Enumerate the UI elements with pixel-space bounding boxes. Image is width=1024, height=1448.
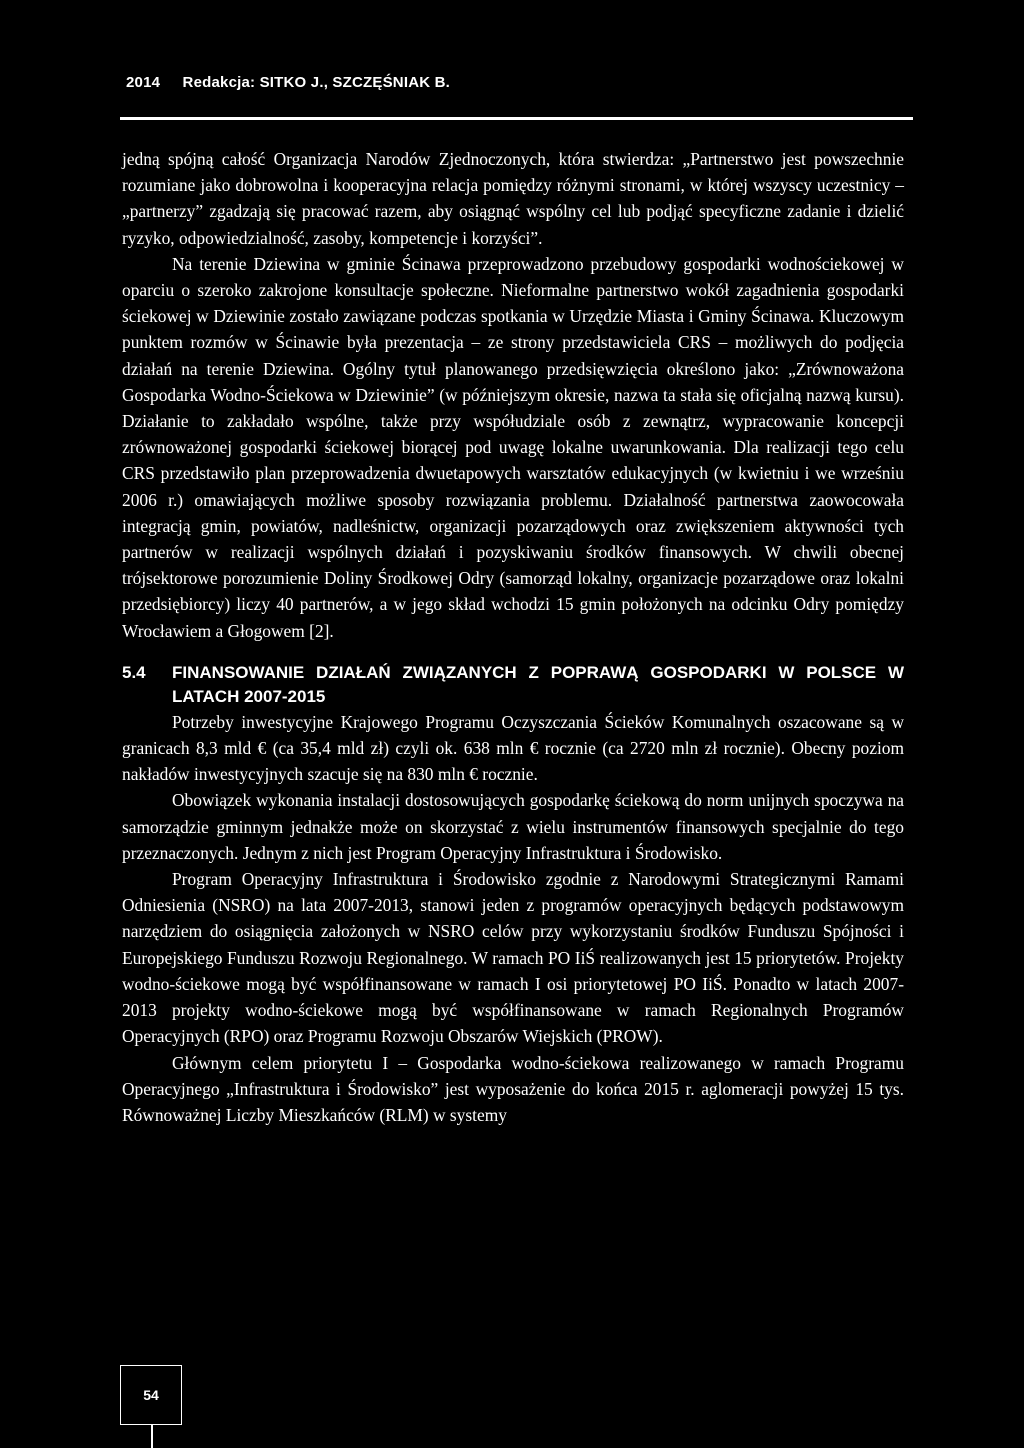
page-number-box xyxy=(120,1365,182,1425)
paragraph: Obowiązek wykonania instalacji dostosowujących gospodarkę ściekową do norm unijnych spoczywa na samorządzie gminnym jednakże może on skorzystać z wielu instrumentów finansowych specjalnie do tego przeznaczonych. Jednym z nich jest Program Operacyjny Infrastruktura i Środowisko. xyxy=(122,790,904,863)
section-number: 5.4 xyxy=(122,662,146,682)
header-rule xyxy=(120,117,913,120)
section-heading xyxy=(122,661,904,709)
header-year: 2014 xyxy=(126,74,161,91)
header-editors: Redakcja: SITKO J., SZCZĘŚNIAK B. xyxy=(182,74,451,91)
page-number: 54 xyxy=(143,1387,159,1403)
paragraph: Głównym celem priorytetu I – Gospodarka wodno-ściekowa realizowanego w ramach Programu Operacyjnego „Infrastruktura i Środowisko” jest wyposażenie do końca 2015 r. aglomeracji powyżej 15 tys. Równoważnej Liczby Mieszkańców (RLM) w systemy xyxy=(122,1052,904,1125)
section-title: FINANSOWANIE DZIAŁAŃ ZWIĄZANYCH Z POPRAWĄ GOSPODARKI W POLSCE W LATACH 2007-2015 xyxy=(172,662,904,706)
page-number-line xyxy=(151,1425,153,1448)
page-content xyxy=(122,146,904,1128)
paragraph: Potrzeby inwestycyjne Krajowego Programu Oczyszczania Ścieków Komunalnych oszacowane są w granicach 8,3 mld € (ca 35,4 mld zł) czyli ok. 638 mln € rocznie (ca 2720 mln zł rocznie). Obecny poziom nakładów inwestycyjnych szacuje się na 830 mln € rocznie. xyxy=(122,711,904,785)
page-header xyxy=(126,74,450,91)
paragraph: jedną spójną całość Organizacja Narodów Zjednoczonych, która stwierdza: „Partnerstwo jest powszechnie rozumiane jako dobrowolna i kooperacyjna relacja pomiędzy różnymi stronami, w której wszyscy uczestnicy – „partnerzy” zgadzają się pracować razem, aby osiągnąć wspólny cel lub podjąć specyficzne zadanie i dzielić ryzyko, odpowiedzialność, zasoby, kompetencje i korzyści”. xyxy=(122,149,904,248)
paragraph: Program Operacyjny Infrastruktura i Środowisko zgodnie z Narodowymi Strategicznymi Ramami Odniesienia (NSRO) na lata 2007-2013, stanowi jeden z programów operacyjnych będących podstawowym narzędziem do osiągnięcia założonych w NSRO celów przy wykorzystaniu środków Funduszu Spójności i Europejskiego Funduszu Rozwoju Regionalnego. W ramach PO IiŚ realizowanych jest 15 priorytetów. Projekty wodno-ściekowe mogą być współfinansowane w ramach I osi priorytetowej PO IiŚ. Ponadto w latach 2007-2013 projekty wodno-ściekowe mogą być współfinansowane w ramach Regionalnych Programów Operacyjnych (RPO) oraz Programu Rozwoju Obszarów Wiejskich (PROW). xyxy=(122,869,904,1047)
paragraph: Na terenie Dziewina w gminie Ścinawa przeprowadzono przebudowy gospodarki wodnościekowej w oparciu o szeroko zakrojone konsultacje społeczne. Nieformalne partnerstwo wokół zagadnienia gospodarki ściekowej w Dziewinie zostało zawiązane podczas spotkania w Urzędzie Miasta i Gminy Ścinawa. Kluczowym punktem rozmów w Ścinawie była prezentacja – ze strony przedstawiciela CRS – możliwych do podjęcia działań na terenie Dziewina. Ogólny tytuł planowanego przedsięwzięcia określono jako: „Zrównoważona Gospodarka Wodno-Ściekowa w Dziewinie” (w późniejszym okresie, nazwa ta stała się oficjalną nazwą kursu). Działanie to zakładało wspólne, także przy współudziale osób z zewnątrz, wypracowanie koncepcji zrównoważonej gospodarki ściekowej biorącej pod uwagę lokalne uwarunkowania. Dla realizacji tego celu CRS przedstawiło plan przeprowadzenia dwuetapowych warsztatów edukacyjnych (w kwietniu i we wrześniu 2006 r.) omawiających możliwe sposoby rozwiązania problemu. Działalność partnerstwa zaowocowała integracją gmin, powiatów, nadleśnictw, organizacji pozarządowych oraz zwiększeniem aktywności tych partnerów w realizacji wspólnych działań i pozyskiwaniu środków finansowych. W chwili obecnej trójsektorowe porozumienie Doliny Środkowej Odry (samorząd lokalny, organizacje pozarządowe oraz lokalni przedsiębiorcy) liczy 40 partnerów, a w jego skład wchodzi 15 gmin położonych na odcinku Odry pomiędzy Wrocławiem a Głogowem [2]. xyxy=(122,253,904,641)
